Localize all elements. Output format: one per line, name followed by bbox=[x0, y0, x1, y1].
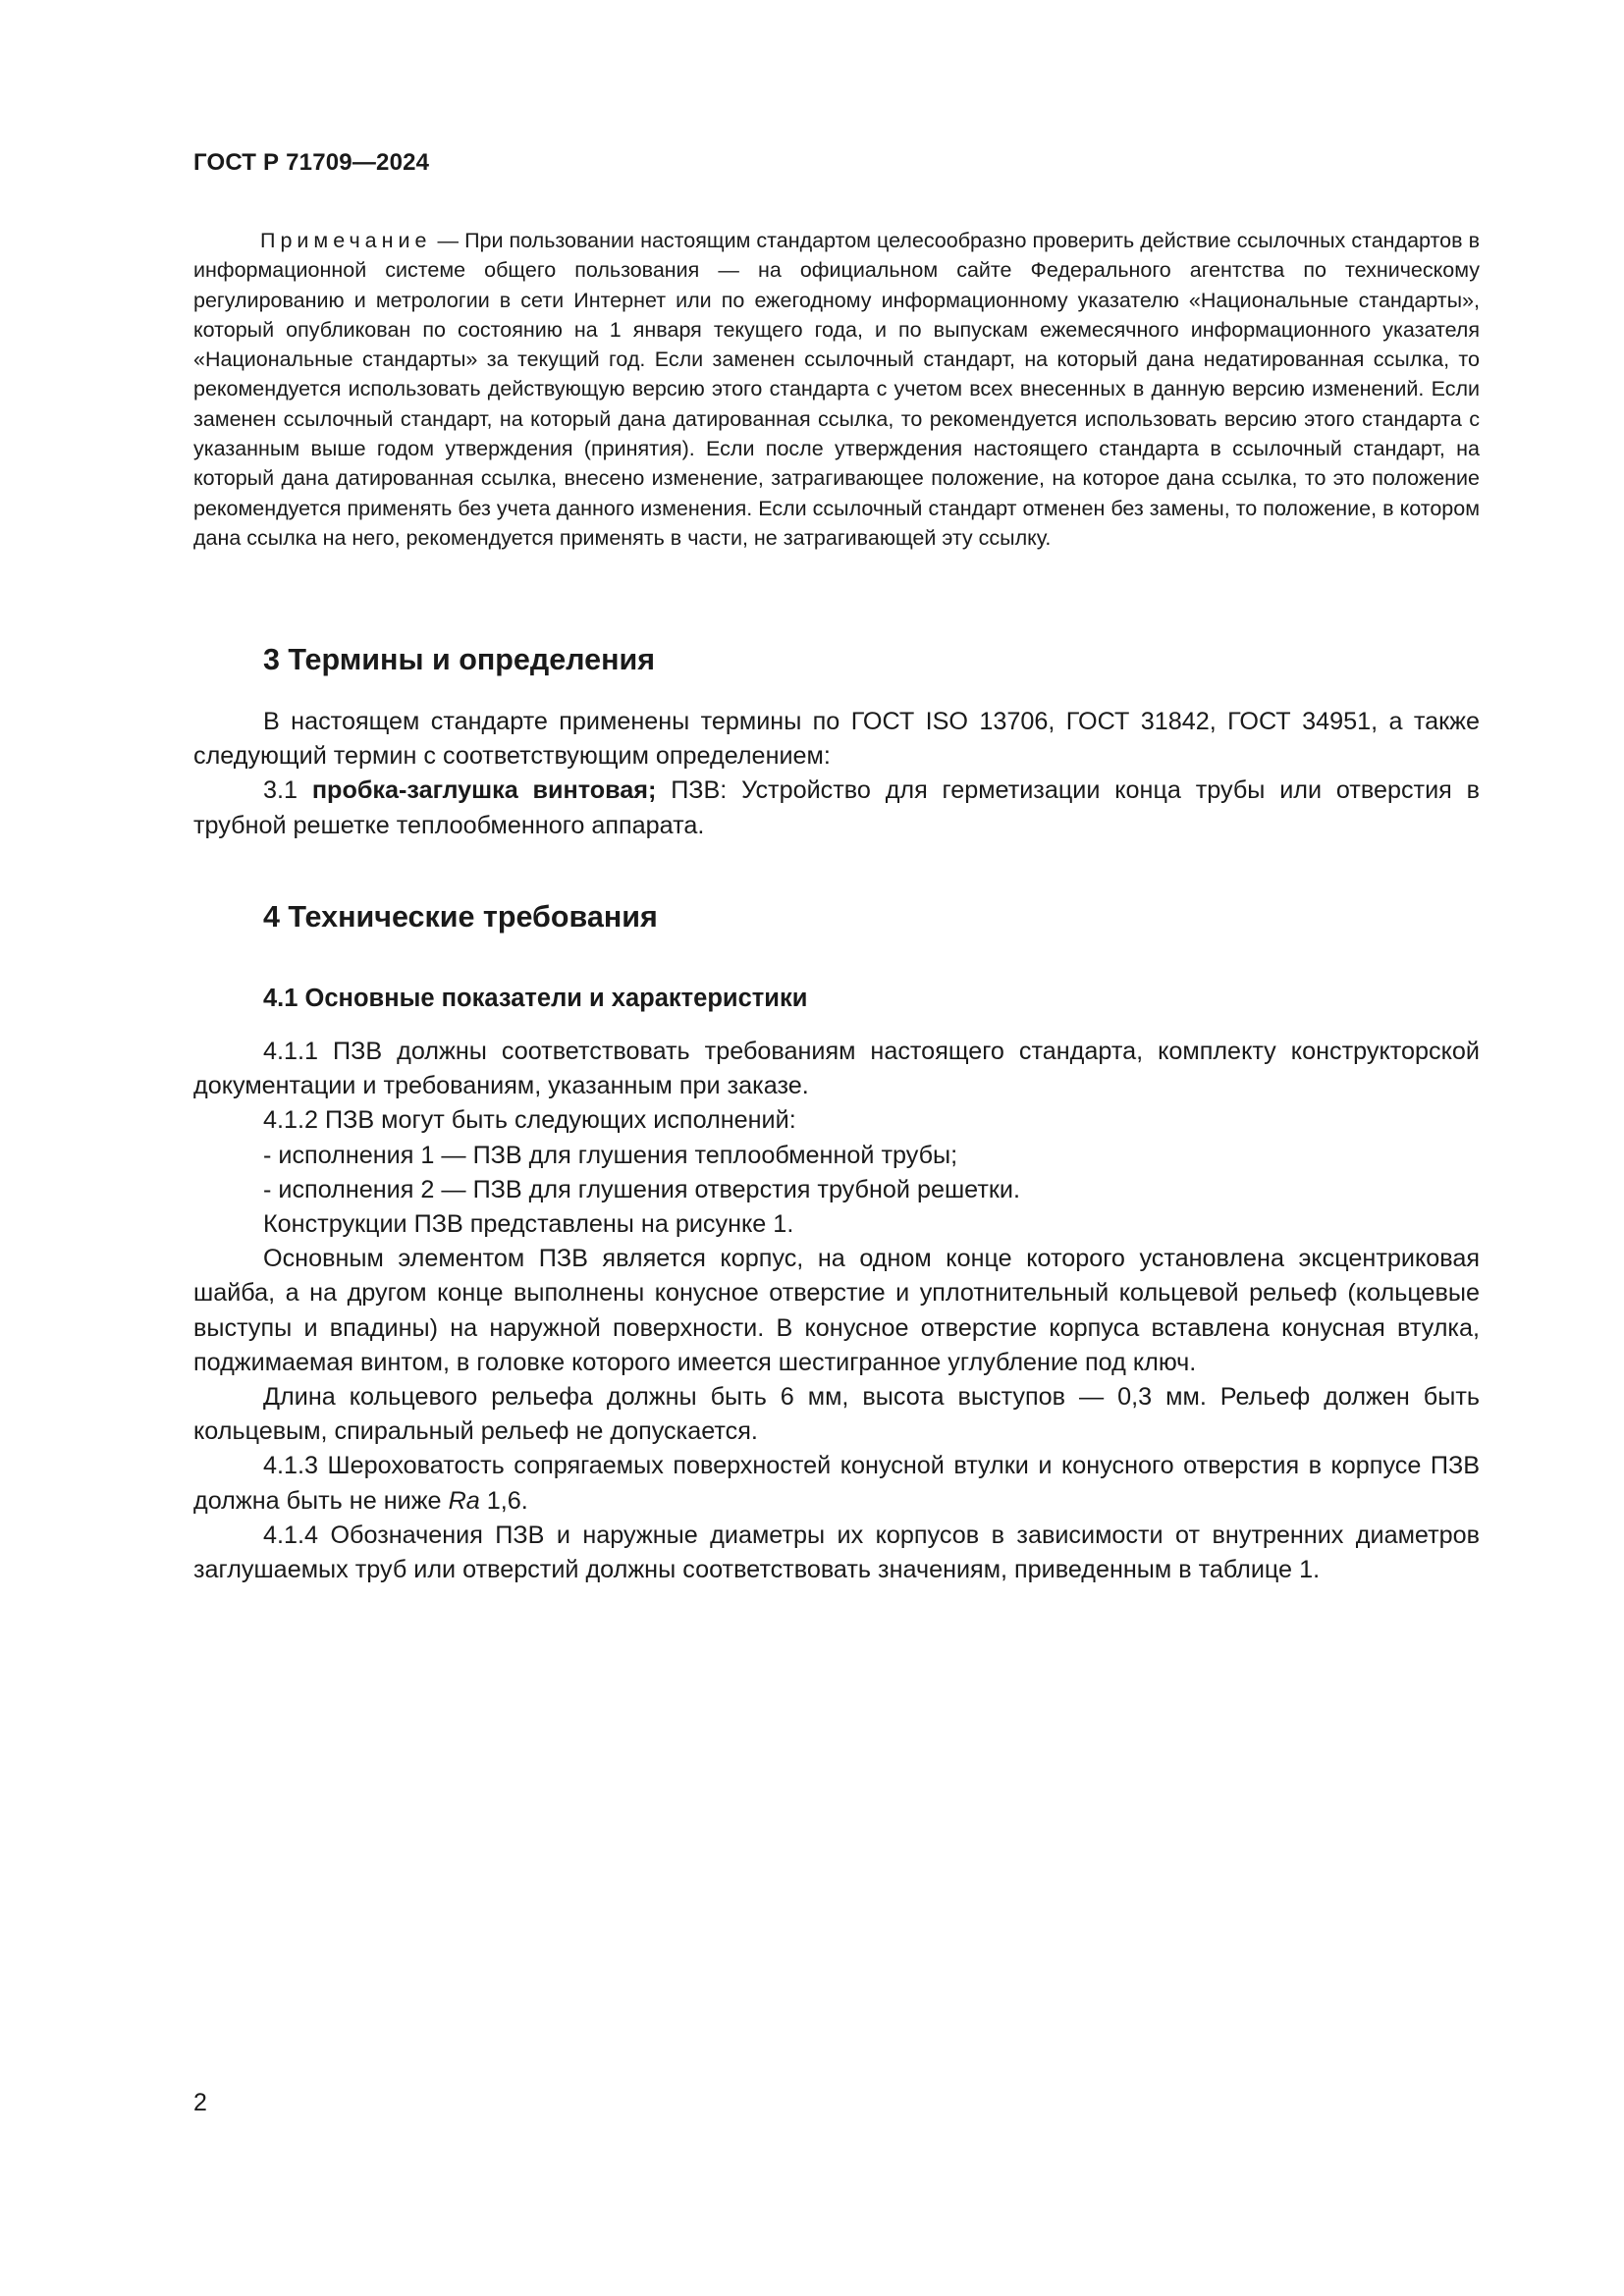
term-abbreviation: ПЗВ: bbox=[656, 776, 742, 805]
paragraph-relief: Длина кольцевого рельефа должны быть 6 мм, высота выступов — 0,3 мм. Рельеф должен быть кольцевым, спиральный рельеф не допускается. bbox=[193, 1383, 1480, 1446]
document-code-header: ГОСТ Р 71709—2024 bbox=[193, 149, 430, 176]
note-label: Примечание bbox=[260, 229, 432, 252]
paragraph-4-1-1: 4.1.1 ПЗВ должны соответствовать требованиям настоящего стандарта, комплекту конструкторской документации и требованиям, указанным при заказе. bbox=[193, 1038, 1480, 1100]
paragraph-4-1-3-text: 4.1.3 Шероховатость сопрягаемых поверхностей конусной втулки и конусного отверстия в корпусе ПЗВ должна быть не ниже bbox=[193, 1452, 1480, 1515]
note-block bbox=[193, 226, 1480, 553]
term-3-1 bbox=[193, 774, 1480, 842]
list-item: - исполнения 1 — ПЗВ для глушения теплообменной трубы; bbox=[263, 1141, 958, 1169]
subsection-4-1-title: 4.1 Основные показатели и характеристики bbox=[263, 985, 808, 1012]
paragraph-main-element: Основным элементом ПЗВ является корпус, на одном конце которого установлена эксцентриковая шайба, а на другом конце выполнены конусное отверстие и уплотнительный кольцевой рельеф (кольцевые выступы и впадины) на наружной поверхности. В конусное отверстие корпуса вставлена конусная втулка, поджимаемая винтом, в головке которого имеется шестигранное углубление под ключ. bbox=[193, 1245, 1480, 1376]
paragraph-constructions: Конструкции ПЗВ представлены на рисунке 1. bbox=[263, 1210, 794, 1239]
page-number: 2 bbox=[193, 2089, 207, 2116]
term-name: пробка-заглушка винтовая; bbox=[311, 776, 657, 805]
section-4-body bbox=[193, 1035, 1480, 1587]
roughness-value: 1,6. bbox=[479, 1486, 528, 1515]
section-3-title: 3 Термины и определения bbox=[263, 643, 656, 676]
paragraph-4-1-2: 4.1.2 ПЗВ могут быть следующих исполнений: bbox=[263, 1106, 796, 1135]
term-definition: Устройство для герметизации конца трубы или отверстия в трубной решетке теплообменного аппарата. bbox=[193, 776, 1480, 839]
note-paragraph bbox=[193, 226, 1480, 553]
list-item: - исполнения 2 — ПЗВ для глушения отверстия трубной решетки. bbox=[263, 1175, 1020, 1203]
section-3-intro: В настоящем стандарте применены термины по ГОСТ ISO 13706, ГОСТ 31842, ГОСТ 34951, а также следующий термин с соответствующим определением: bbox=[193, 708, 1480, 771]
section-3-body bbox=[193, 705, 1480, 843]
roughness-symbol: Ra bbox=[448, 1486, 480, 1515]
term-number: 3.1 bbox=[263, 776, 312, 805]
note-text: — При пользовании настоящим стандартом целесообразно проверить действие ссылочных стандартов в информационной системе общего пользования — на официальном сайте Федерального агентства по техническому регулированию и метрологии в сети Интернет или по ежегодному информационному указателю «Национальные стандарты», который опубликован по состоянию на 1 января текущего года, и по выпускам ежемесячного информационного указателя «Национальные стандарты» за текущий год. Если заменен ссылочный стандарт, на который дана недатированная ссылка, то рекомендуется использовать действующую версию этого стандарта с учетом всех внесенных в данную версию изменений. Если заменен ссылочный стандарт, на который дана датированная ссылка, то рекомендуется использовать версию этого стандарта с указанным выше годом утверждения (принятия). Если после утверждения настоящего стандарта в ссылочный стандарт, на который дана датированная ссылка, внесено изменение, затрагивающее положение, на которое дана ссылка, то это положение рекомендуется применять без учета данного изменения. Если ссылочный стандарт отменен без замены, то положение, в котором дана ссылка на него, рекомендуется применять в части, не затрагивающей эту ссылку. bbox=[193, 229, 1480, 550]
section-4-title: 4 Технические требования bbox=[263, 900, 658, 934]
paragraph-4-1-4: 4.1.4 Обозначения ПЗВ и наружные диаметры их корпусов в зависимости от внутренних диаметров заглушаемых труб или отверстий должны соответствовать значениям, приведенным в таблице 1. bbox=[193, 1521, 1480, 1584]
paragraph-4-1-3 bbox=[193, 1449, 1480, 1518]
